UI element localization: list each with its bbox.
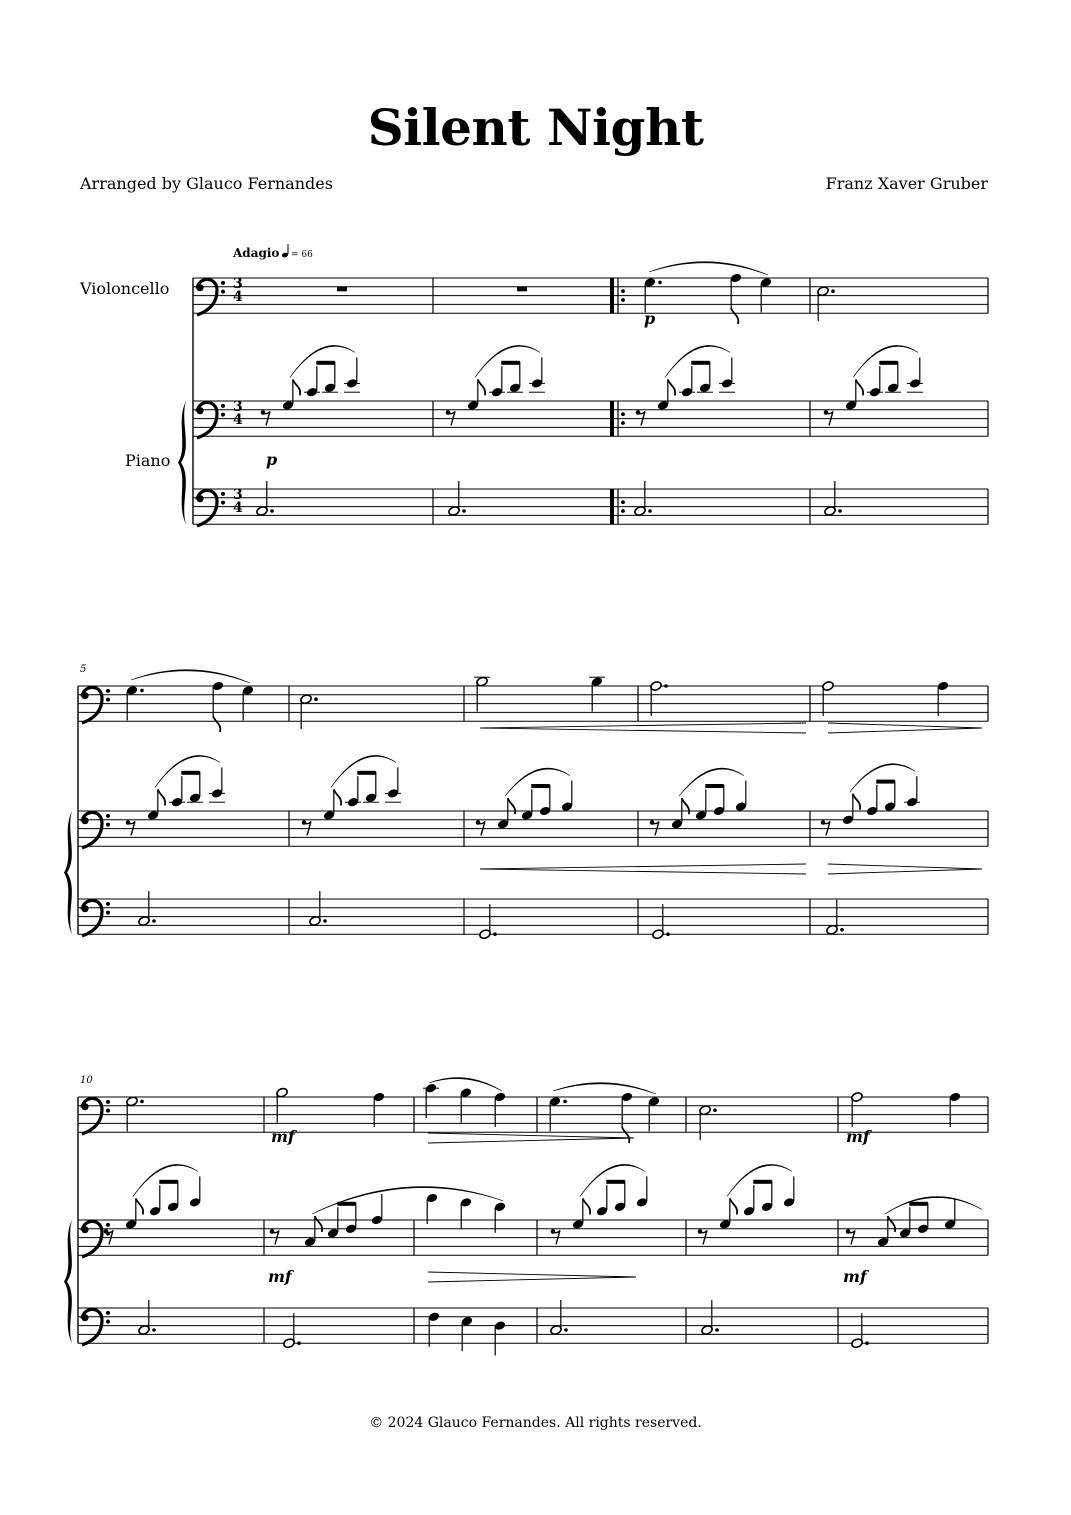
decrescendo-hairpin xyxy=(828,864,982,869)
repeat-dot xyxy=(621,412,625,416)
decrescendo-hairpin xyxy=(828,869,982,874)
clef-dot xyxy=(106,823,110,827)
augmentation-dot xyxy=(314,697,318,701)
repeat-dot xyxy=(621,421,625,425)
note-d xyxy=(614,1181,627,1213)
beam xyxy=(531,784,550,788)
clef-dot xyxy=(221,290,225,294)
slur xyxy=(505,768,570,796)
augmentation-dot xyxy=(140,1100,144,1104)
piano-lh-staff-system-3 xyxy=(78,1308,988,1343)
dynamic-mf-cello-m11: mf xyxy=(271,1127,295,1146)
clef-dot xyxy=(106,814,110,818)
note xyxy=(650,680,663,716)
note-e xyxy=(387,767,400,799)
bass-clef-icon xyxy=(196,490,225,526)
bass-clef-icon xyxy=(81,812,110,848)
dynamic-mf-piano-m11: mf xyxy=(268,1267,292,1286)
instrument-label-piano: Piano xyxy=(125,451,171,470)
clef-dot xyxy=(81,692,88,699)
beam xyxy=(159,1180,178,1184)
slur xyxy=(131,670,250,683)
note xyxy=(944,1198,957,1230)
cello-staff-system-2 xyxy=(78,686,988,721)
augmentation-dot xyxy=(140,689,144,693)
clef-dot xyxy=(221,281,225,285)
note xyxy=(949,1091,962,1127)
note-c xyxy=(695,789,708,821)
svg-text:3: 3 xyxy=(233,276,243,292)
piano-brace xyxy=(64,1220,72,1343)
flag xyxy=(315,1216,322,1232)
eighth-rest-icon xyxy=(551,1229,560,1244)
note-d xyxy=(167,1181,180,1213)
note-c xyxy=(347,776,360,808)
slur xyxy=(649,262,768,275)
note-e xyxy=(906,776,919,808)
beam xyxy=(181,771,200,775)
note-g xyxy=(282,379,295,411)
augmentation-dot xyxy=(648,509,652,513)
note-d xyxy=(713,785,726,817)
note xyxy=(327,1207,340,1239)
note xyxy=(212,680,225,716)
eighth-rest-icon xyxy=(270,1229,279,1244)
eighth-rest-icon xyxy=(446,410,455,425)
note xyxy=(621,1091,634,1127)
decrescendo-hairpin xyxy=(428,1133,634,1138)
slur xyxy=(312,1187,503,1214)
note xyxy=(276,1087,289,1123)
repeat-dot xyxy=(621,509,625,513)
eighth-rest-icon xyxy=(821,820,830,835)
flag xyxy=(213,716,220,732)
augmentation-dot xyxy=(666,932,670,936)
clef-dot xyxy=(106,689,110,693)
clef-dot xyxy=(106,1320,110,1324)
clef-dot xyxy=(81,817,88,824)
flag xyxy=(888,1216,895,1232)
crescendo-hairpin xyxy=(480,869,806,874)
note xyxy=(760,277,773,313)
crescendo-hairpin xyxy=(480,723,806,728)
note-e xyxy=(561,781,574,813)
note xyxy=(851,1091,864,1127)
tempo-label: Adagio xyxy=(233,246,280,260)
note xyxy=(371,1194,384,1226)
piano-brace xyxy=(178,401,186,524)
augmentation-dot xyxy=(865,1341,869,1345)
note xyxy=(494,1091,507,1127)
note-e xyxy=(211,767,224,799)
decrescendo-hairpin xyxy=(428,1277,636,1282)
note xyxy=(701,1300,714,1336)
piano-rh-staff-system-1 xyxy=(193,401,988,436)
clef-dot xyxy=(106,1311,110,1315)
eighth-rest-icon xyxy=(846,1229,855,1244)
copyright-notice: © 2024 Glauco Fernandes. All rights reserved. xyxy=(369,1415,702,1431)
note-e xyxy=(783,1176,796,1208)
svg-text:4: 4 xyxy=(233,500,243,516)
clef-dot xyxy=(196,495,203,502)
note-c xyxy=(306,366,319,398)
note xyxy=(877,1216,890,1248)
whole-rest-icon xyxy=(337,287,347,292)
augmentation-dot xyxy=(152,919,156,923)
eighth-rest-icon xyxy=(104,1229,113,1244)
dynamic-p-cello: p xyxy=(644,309,656,328)
augmentation-dot xyxy=(462,509,466,513)
note-e xyxy=(735,781,748,813)
time-signature-piano-lh xyxy=(233,487,243,516)
note xyxy=(824,481,837,517)
note xyxy=(817,286,830,322)
eighth-rest-icon xyxy=(302,820,311,835)
clef-dot xyxy=(81,1226,88,1233)
arranger-credit: Arranged by Glauco Fernandes xyxy=(80,174,333,193)
augmentation-dot xyxy=(664,684,668,688)
piano-lh-staff-system-1 xyxy=(193,489,988,524)
repeat-dot xyxy=(621,500,625,504)
augmentation-dot xyxy=(564,1328,568,1332)
clef-dot xyxy=(106,902,110,906)
flag xyxy=(682,798,689,814)
eighth-rest-icon xyxy=(636,410,645,425)
bass-clef-icon xyxy=(196,402,225,438)
note xyxy=(494,1201,507,1233)
note xyxy=(644,277,657,313)
note-c xyxy=(866,785,879,817)
whole-rest-icon xyxy=(517,287,527,292)
note xyxy=(699,1105,712,1141)
note-d xyxy=(324,362,337,394)
note-g xyxy=(125,1198,138,1230)
quarter-note-icon xyxy=(281,244,289,258)
note-g xyxy=(497,798,510,830)
note-g xyxy=(572,1198,585,1230)
note xyxy=(428,1311,441,1347)
beam xyxy=(691,361,710,365)
measure-number-5: 5 xyxy=(80,664,87,675)
flag xyxy=(730,1198,737,1214)
flag xyxy=(508,798,515,814)
music-engraving xyxy=(64,262,988,1356)
note-g xyxy=(323,789,336,821)
flag xyxy=(293,379,300,395)
note xyxy=(448,481,461,517)
note-c xyxy=(869,366,882,398)
note-c xyxy=(491,366,504,398)
note xyxy=(461,1316,474,1352)
piano-rh-staff-system-2 xyxy=(78,811,988,846)
repeat-dot xyxy=(621,298,625,302)
beam xyxy=(909,1202,928,1206)
augmentation-dot xyxy=(715,1328,719,1332)
eighth-rest-icon xyxy=(476,820,485,835)
tempo-bpm: = 66 xyxy=(291,250,313,260)
note xyxy=(345,1203,358,1235)
note xyxy=(138,891,151,927)
note xyxy=(283,1313,296,1349)
clef-dot xyxy=(221,492,225,496)
note-d xyxy=(509,362,522,394)
decrescendo-hairpin xyxy=(428,1138,634,1143)
beam xyxy=(606,1180,625,1184)
note xyxy=(591,676,604,712)
flag xyxy=(856,379,863,395)
dynamic-mf-cello-m15: mf xyxy=(846,1127,870,1146)
beam xyxy=(316,361,335,365)
bass-clef-icon xyxy=(81,687,110,723)
crescendo-hairpin xyxy=(480,864,806,869)
note xyxy=(426,1192,439,1224)
bass-clef-icon xyxy=(81,1221,110,1257)
note xyxy=(826,900,839,936)
flag xyxy=(158,789,165,805)
note-g xyxy=(845,379,858,411)
note xyxy=(822,680,835,716)
beam xyxy=(753,1180,772,1184)
slur xyxy=(679,768,744,796)
beam xyxy=(357,771,376,775)
note-c xyxy=(743,1185,756,1217)
beam xyxy=(705,784,724,788)
note-c xyxy=(681,366,694,398)
measure-number-10: 10 xyxy=(80,1075,93,1086)
decrescendo-hairpin xyxy=(828,728,982,733)
note-g xyxy=(671,798,684,830)
note xyxy=(373,1091,386,1127)
time-signature-cello xyxy=(233,276,243,305)
note xyxy=(256,481,269,517)
flag xyxy=(334,789,341,805)
note xyxy=(479,904,492,940)
bass-clef-icon xyxy=(81,1098,110,1134)
note-g xyxy=(147,789,160,821)
note-c xyxy=(171,776,184,808)
augmentation-dot xyxy=(323,919,327,923)
score-title: Silent Night xyxy=(367,98,704,157)
augmentation-dot xyxy=(840,928,844,932)
note-g xyxy=(719,1198,732,1230)
note-e xyxy=(636,1176,649,1208)
note-g xyxy=(467,379,480,411)
flag xyxy=(853,794,860,810)
flag xyxy=(668,379,675,395)
dynamic-mf-piano-m15: mf xyxy=(843,1267,867,1286)
decrescendo-hairpin xyxy=(828,723,982,728)
note xyxy=(126,1096,139,1132)
note-e xyxy=(531,357,544,389)
svg-text:4: 4 xyxy=(233,289,243,305)
eighth-rest-icon xyxy=(126,820,135,835)
note-e xyxy=(189,1176,202,1208)
augmentation-dot xyxy=(713,1108,717,1112)
note-c xyxy=(521,789,534,821)
clef-dot xyxy=(106,1223,110,1227)
augmentation-dot xyxy=(838,509,842,513)
slur xyxy=(553,1083,656,1094)
clef-dot xyxy=(81,1103,88,1110)
note xyxy=(300,694,313,730)
note xyxy=(634,481,647,517)
note xyxy=(937,680,950,716)
note-c xyxy=(596,1185,609,1217)
piano-lh-staff-system-2 xyxy=(78,899,988,934)
augmentation-dot xyxy=(658,281,662,285)
dynamic-p-piano: p xyxy=(266,450,278,469)
note xyxy=(460,1197,473,1229)
flag xyxy=(583,1198,590,1214)
augmentation-dot xyxy=(831,289,835,293)
bass-clef-icon xyxy=(196,279,225,315)
note xyxy=(917,1203,930,1235)
eighth-rest-icon xyxy=(698,1229,707,1244)
clef-dot xyxy=(106,1109,110,1113)
svg-text:3: 3 xyxy=(233,399,243,415)
clef-dot xyxy=(221,413,225,417)
note xyxy=(242,685,255,721)
note xyxy=(304,1216,317,1248)
note xyxy=(730,272,743,308)
augmentation-dot xyxy=(493,932,497,936)
clef-dot xyxy=(106,911,110,915)
instrument-label-cello: Violoncello xyxy=(80,279,170,298)
clef-dot xyxy=(196,407,203,414)
clef-dot xyxy=(81,1314,88,1321)
note xyxy=(138,1300,151,1336)
svg-text:3: 3 xyxy=(233,487,243,503)
clef-dot xyxy=(221,501,225,505)
beam xyxy=(501,361,520,365)
piano-brace xyxy=(64,811,72,934)
note xyxy=(899,1207,912,1239)
clef-dot xyxy=(106,1100,110,1104)
note xyxy=(476,676,489,712)
note-d xyxy=(761,1181,774,1213)
note xyxy=(550,1300,563,1336)
note xyxy=(851,1313,864,1349)
eighth-rest-icon xyxy=(824,410,833,425)
augmentation-dot xyxy=(152,1328,156,1332)
note-d xyxy=(884,781,897,813)
note-g xyxy=(842,794,855,826)
note-e xyxy=(909,357,922,389)
augmentation-dot xyxy=(270,509,274,513)
note-d xyxy=(189,772,202,804)
repeat-dot xyxy=(621,289,625,293)
note-e xyxy=(721,357,734,389)
eighth-rest-icon xyxy=(261,410,270,425)
clef-dot xyxy=(196,284,203,291)
flag xyxy=(622,1127,629,1143)
note-c xyxy=(149,1185,162,1217)
note-d xyxy=(887,362,900,394)
note-g xyxy=(657,379,670,411)
crescendo-hairpin xyxy=(480,728,806,733)
flag xyxy=(731,308,738,324)
decrescendo-hairpin xyxy=(428,1272,636,1277)
note-e xyxy=(346,357,359,389)
bass-clef-icon xyxy=(81,1309,110,1345)
note xyxy=(460,1087,473,1123)
note-d xyxy=(365,772,378,804)
note xyxy=(648,1096,661,1132)
beam xyxy=(876,780,895,784)
clef-dot xyxy=(106,698,110,702)
slur xyxy=(885,1196,982,1214)
time-signature-piano-rh xyxy=(233,399,243,428)
note xyxy=(126,685,139,721)
note xyxy=(309,891,322,927)
augmentation-dot xyxy=(297,1341,301,1345)
flag xyxy=(478,379,485,395)
beam xyxy=(879,361,898,365)
clef-dot xyxy=(221,404,225,408)
augmentation-dot xyxy=(563,1100,567,1104)
eighth-rest-icon xyxy=(650,820,659,835)
composer-credit: Franz Xaver Gruber xyxy=(825,174,988,193)
piano-rh-staff-system-3 xyxy=(78,1220,988,1255)
svg-text:4: 4 xyxy=(233,412,243,428)
flag xyxy=(136,1198,143,1214)
slur xyxy=(850,764,915,792)
clef-dot xyxy=(81,905,88,912)
note xyxy=(549,1096,562,1132)
note-d xyxy=(699,362,712,394)
bass-clef-icon xyxy=(81,900,110,936)
note xyxy=(652,904,665,940)
note xyxy=(494,1320,507,1356)
note-d xyxy=(539,785,552,817)
cello-staff-system-1 xyxy=(193,278,988,313)
